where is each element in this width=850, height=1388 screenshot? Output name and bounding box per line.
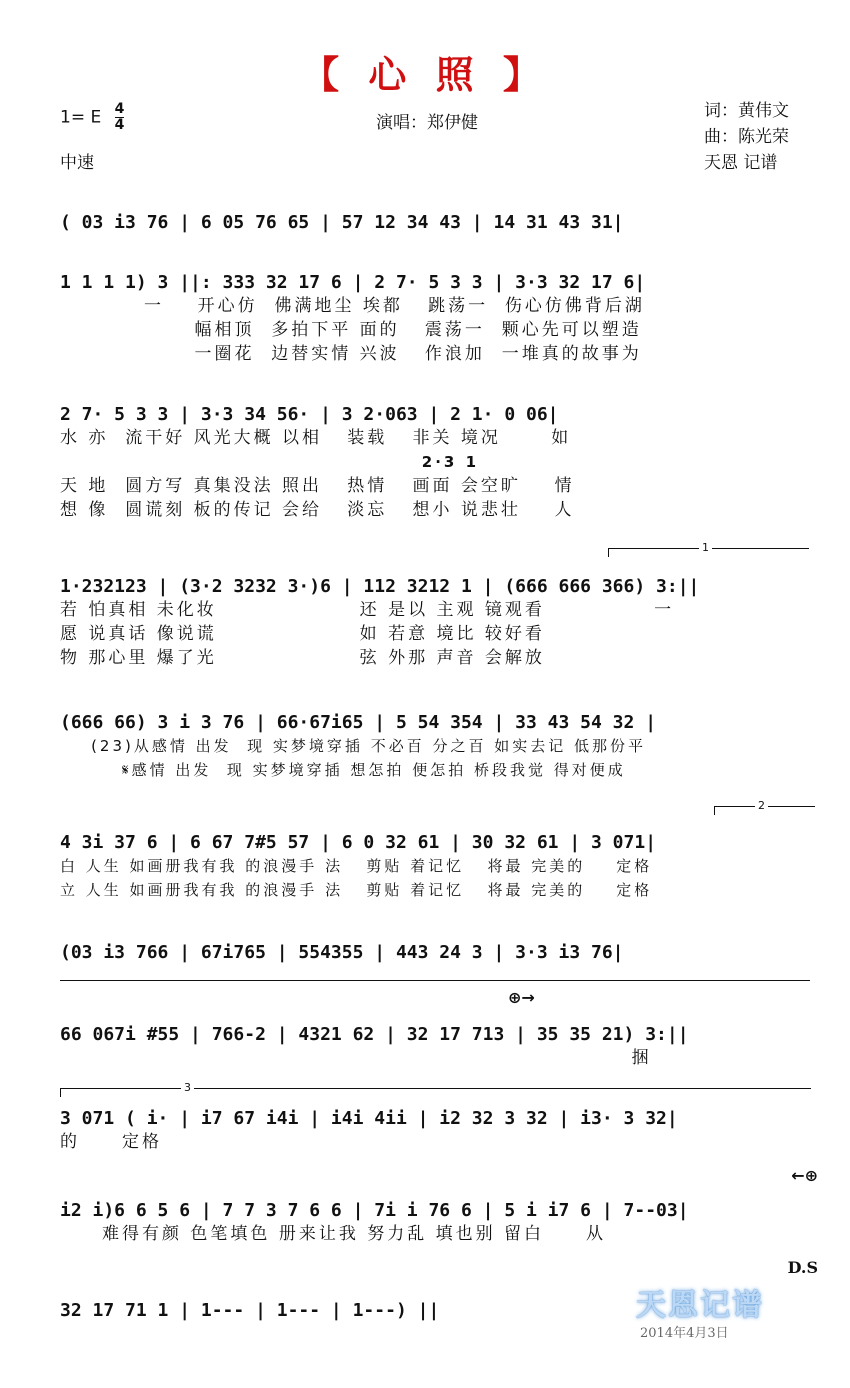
volta-bracket <box>608 541 809 557</box>
lyric-line: 想 像 圆谎刻 板的传记 会给 淡忘 想小 说悲壮 人 <box>60 500 575 520</box>
time-signature <box>115 102 125 133</box>
singer: 演唱：郑伊健 <box>376 113 478 133</box>
lyric-line: 物 那心里 爆了光 弦 外那 声音 会解放 <box>60 648 545 668</box>
notation-line: 32 17 71 1 | 1--- | 1--- | 1---) || <box>60 1300 440 1321</box>
notation-line: 2 7· 5 3 3 | 3·3 34 56· | 3 2·063 | 2 1· 0 06| <box>60 404 559 425</box>
lyric-line: 的 定格 <box>60 1132 163 1152</box>
coda-icon: ←⊕ <box>791 1166 818 1185</box>
key-label: 1= E <box>60 107 102 128</box>
notation-line: i2 i)6 6 5 6 | 7 7 3 7 6 6 | 7i i 76 6 | 5 i i7 6 | 7--03| <box>60 1200 689 1221</box>
lyric-line: 一 开心仿 佛满地尘 埃都 跳荡一 伤心仿佛背后湖 <box>60 296 645 316</box>
score-row-5 <box>60 712 818 782</box>
notation-line: 66 067i #55 | 766-2 | 4321 62 | 32 17 713 | 35 35 21) 3:|| <box>60 1024 689 1045</box>
coda-icon: ⊕→ <box>508 988 535 1007</box>
tempo: 中速 <box>60 153 94 173</box>
score-row-6 <box>60 799 818 902</box>
notation-line: (03 i3 766 | 67i765 | 554355 | 443 24 3 | 3·3 i3 76| <box>60 942 624 963</box>
lyricist: 词：黄伟文 <box>704 101 789 121</box>
time-bottom: 4 <box>114 117 125 133</box>
volta-bracket <box>714 799 815 815</box>
score-row-10 <box>60 1166 818 1277</box>
lyric-line: 捆 <box>60 1048 652 1068</box>
watermark-logo: 天恩记谱 <box>636 1288 764 1323</box>
time-top: 4 <box>114 101 125 117</box>
composer: 曲：陈光荣 <box>704 127 789 147</box>
volta-number: 1 <box>699 541 712 554</box>
lyric-line: 幅相顶 多拍下平 面的 震荡一 颗心先可以塑造 <box>60 320 642 340</box>
volta-bracket <box>60 1081 811 1097</box>
score-row-2 <box>60 272 818 366</box>
lyric-line: 若 怕真相 未化妆 还 是以 主观 镜观看 一 <box>60 600 675 620</box>
score-row-4 <box>60 541 818 670</box>
lyric-line: 𝄋感情 出发 现 实梦境穿插 想怎拍 便怎拍 桥段我觉 得对便成 <box>60 761 626 779</box>
lyric-line: 愿 说真话 像说谎 如 若意 境比 较好看 <box>60 624 545 644</box>
notation-line: ( 03 i3 76 | 6 05 76 65 | 57 12 34 43 | 14 31 43 31| <box>60 212 624 233</box>
notation-line: 1·232123 | (3·2 3232 3·)6 | 112 3212 1 | (666 666 366) 3:|| <box>60 576 700 597</box>
date-stamp: 2014年4月3日 <box>640 1326 729 1341</box>
volta-number: 2 <box>755 799 768 812</box>
key-signature <box>60 102 124 133</box>
notation-line: 1 1 1 1) 3 ||: 333 32 17 6 | 2 7· 5 3 3 | 3·3 32 17 6| <box>60 272 646 293</box>
alt-notes-line: 2·3 1 <box>60 453 480 471</box>
ds-marker: D.S <box>787 1258 818 1277</box>
lyric-line: 白 人生 如画册我有我 的浪漫手 法 剪贴 着记忆 将最 完美的 定格 <box>60 857 653 875</box>
score-row-7 <box>60 942 818 1007</box>
page-title: 【 心 照 】 <box>301 53 549 97</box>
notation-line: 4 3i 37 6 | 6 67 7#5 57 | 6 0 32 61 | 30 32 61 | 3 071| <box>60 832 657 853</box>
lyric-line: 立 人生 如画册我有我 的浪漫手 法 剪贴 着记忆 将最 完美的 定格 <box>60 881 653 899</box>
lyric-line: 天 地 圆方写 真集没法 照出 热情 画面 会空旷 情 <box>60 476 575 496</box>
lyric-line: 一圈花 边替实情 兴波 作浪加 一堆真的故事为 <box>60 344 642 364</box>
volta-number: 3 <box>181 1081 194 1094</box>
score-row-9 <box>60 1081 818 1154</box>
score-row-8 <box>60 1024 818 1070</box>
transcriber: 天恩 记谱 <box>704 153 778 173</box>
lyric-line: 难得有颜 色笔填色 册来让我 努力乱 填也别 留白 从 <box>60 1224 607 1244</box>
score-row-1 <box>60 212 818 234</box>
notation-line: (666 66) 3 i 3 76 | 66·67i65 | 5 54 354 | 33 43 54 32 | <box>60 712 657 733</box>
notation-line: 3 071 ( i· | i7 67 i4i | i4i 4ii | i2 32 3 32 | i3· 3 32| <box>60 1108 678 1129</box>
score-row-3 <box>60 404 818 522</box>
slur-line <box>60 980 810 989</box>
lyric-line: 水 亦 流干好 风光大概 以相 装载 非关 境况 如 <box>60 428 572 448</box>
lyric-line: (23)从感情 出发 现 实梦境穿插 不必百 分之百 如实去记 低那份平 <box>60 737 647 755</box>
